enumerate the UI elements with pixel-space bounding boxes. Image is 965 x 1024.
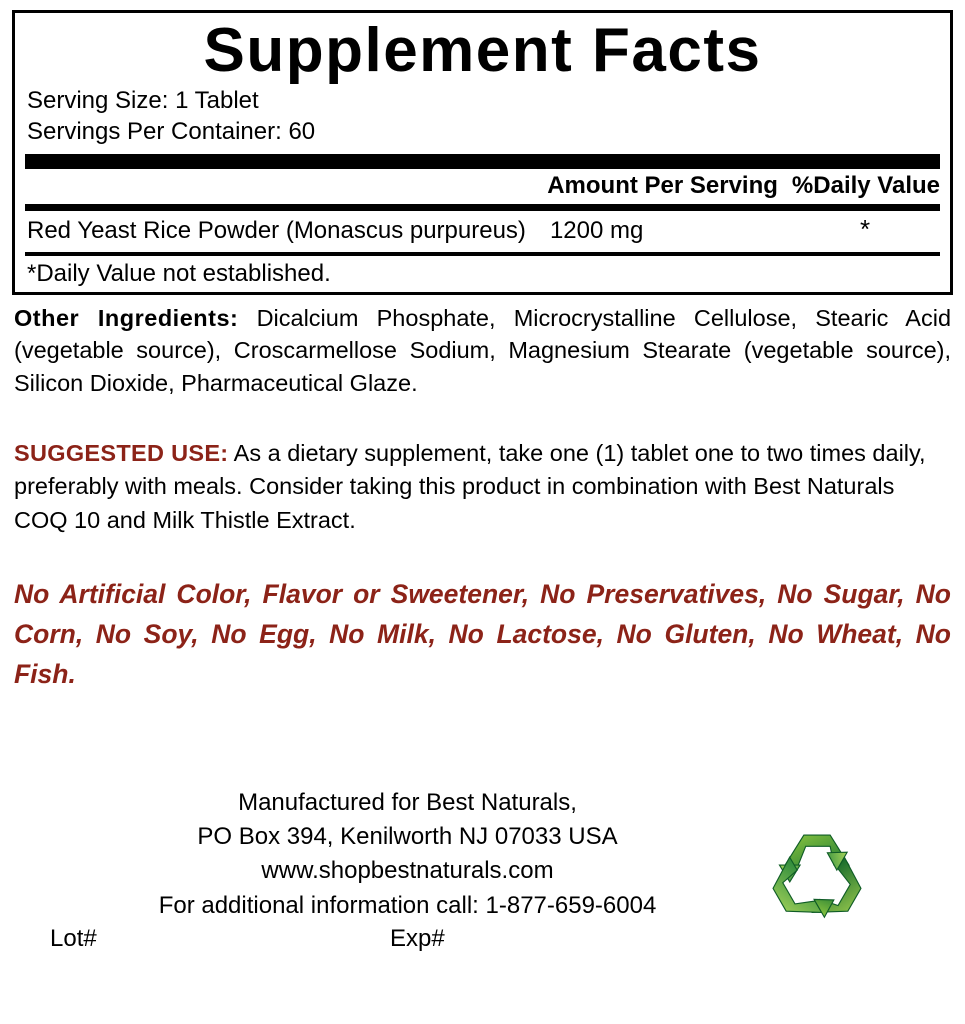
footer (12, 786, 953, 956)
supplement-facts-panel (12, 10, 953, 295)
suggested-use (12, 437, 953, 537)
ingredient-daily-value: * (859, 213, 871, 244)
other-ingredients (12, 302, 953, 399)
divider-thick (25, 154, 940, 169)
table-row (25, 211, 940, 252)
page-title: Supplement Facts (203, 16, 762, 85)
free-from-claims: No Artificial Color, Flavor or Sweetener, No Preservatives, No Sugar, No Corn, No Soy, No Egg, No Milk, No Lactose, No Gluten, No Wheat, No Fish. (14, 579, 951, 689)
other-ingredients-text: Dicalcium Phosphate, Microcrystalline Cellulose, Stearic Acid (vegetable source), Croscarmellose Sodium, Magnesium Stearate (vegetable source), Silicon Dioxide, Pharmaceutical Glaze. (14, 304, 952, 396)
divider-thin (25, 204, 940, 211)
serving-size: Serving Size: 1 Tablet (27, 87, 259, 115)
column-header-amount: Amount Per Serving (547, 171, 778, 199)
column-header-daily-value: %Daily Value (791, 171, 940, 199)
lot-label: Lot# (50, 924, 97, 952)
manufacturer-line: Manufactured for Best Naturals, (238, 789, 577, 817)
exp-label: Exp# (390, 924, 445, 952)
ingredient-name: Red Yeast Rice Powder (Monascus purpureus) (27, 216, 526, 244)
ingredient-amount: 1200 mg (549, 216, 644, 244)
phone-line: For additional information call: 1-877-659-6004 (158, 891, 657, 919)
other-ingredients-heading: Other Ingredients: (14, 304, 239, 331)
daily-value-footnote: *Daily Value not established. (27, 259, 331, 287)
table-header-row (25, 169, 940, 204)
address-line: PO Box 394, Kenilworth NJ 07033 USA (197, 823, 618, 851)
suggested-use-text: As a dietary supplement, take one (1) tablet one to two times daily, preferably with meals. Consider taking this product in combination with Best Naturals COQ 10 and Milk Thistle Extract. (14, 439, 926, 533)
recycle-icon (741, 820, 893, 942)
suggested-use-heading: SUGGESTED USE: (14, 439, 229, 466)
servings-per-container: Servings Per Container: 60 (27, 117, 316, 145)
website-line: www.shopbestnaturals.com (261, 857, 554, 885)
